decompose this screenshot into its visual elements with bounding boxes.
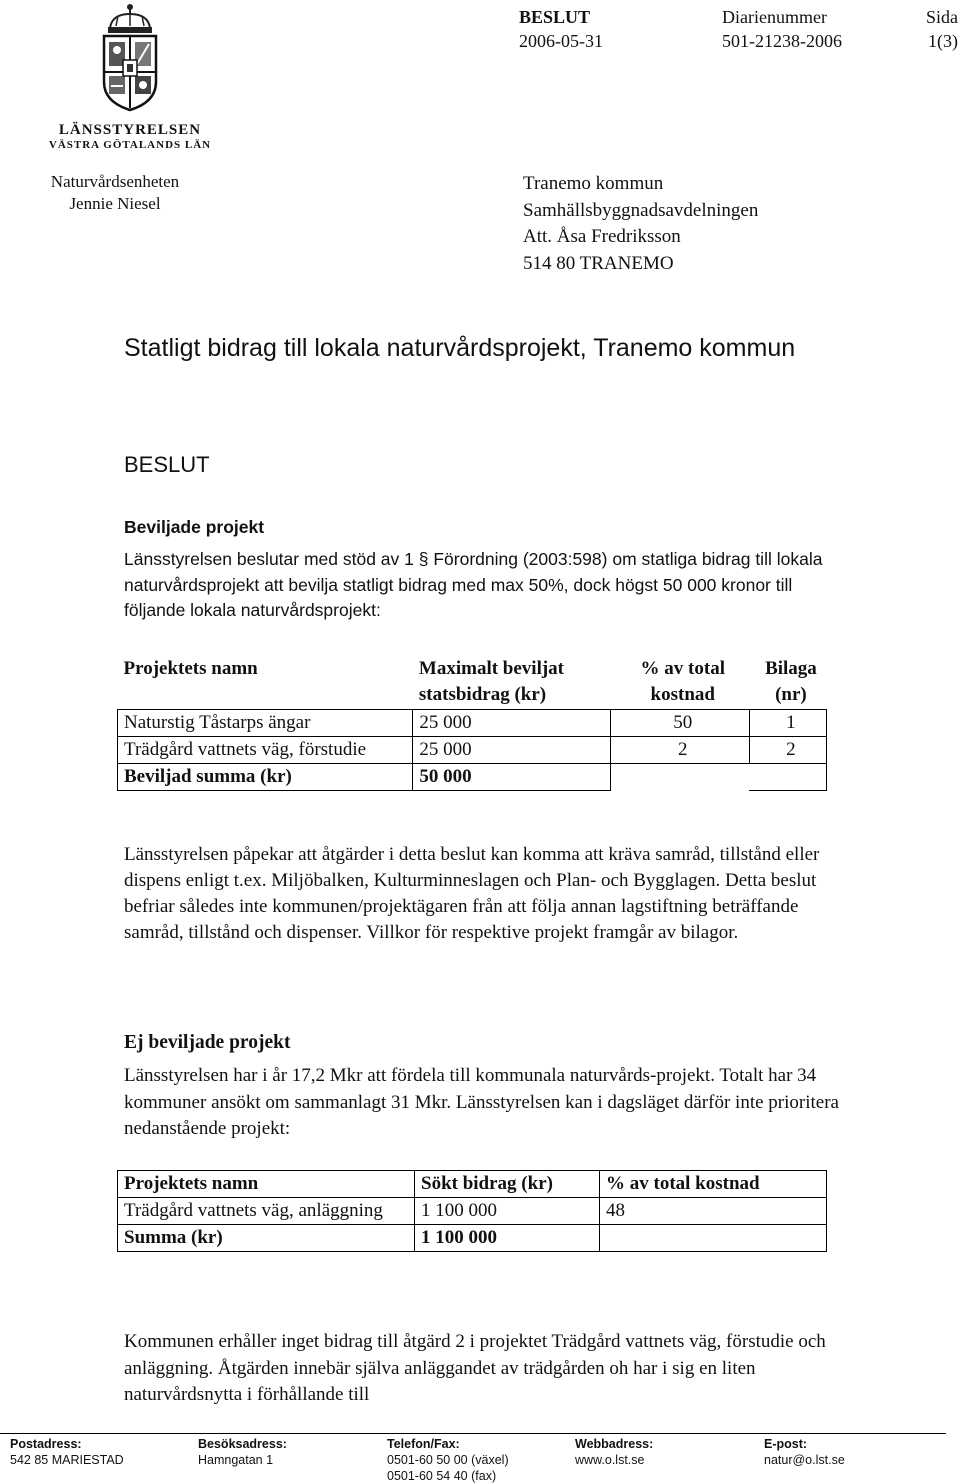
footer-divider bbox=[0, 1433, 946, 1434]
footer-label: Webbadress: bbox=[575, 1437, 654, 1451]
footer-visit bbox=[198, 1436, 287, 1468]
doc-type: BESLUT bbox=[519, 7, 591, 27]
page-label: Sida bbox=[925, 7, 958, 27]
column-header: Sökt bidrag (kr) bbox=[415, 1171, 600, 1198]
column-header: % av total kostnad bbox=[600, 1171, 827, 1198]
diarie-label: Diarienummer bbox=[722, 7, 827, 27]
column-header: Projektets namn bbox=[118, 1171, 415, 1198]
footer-email bbox=[764, 1436, 845, 1468]
lansstyrelsen-logo bbox=[40, 2, 220, 151]
document-title: Statligt bidrag till lokala naturvårdsprojekt, Tranemo kommun bbox=[124, 334, 796, 362]
table-cell-empty bbox=[600, 1225, 827, 1252]
recipient-line: 514 80 TRANEMO bbox=[523, 252, 674, 274]
diarie-number: 501-21238-2006 bbox=[722, 31, 842, 51]
recipient-line: Samhällsbyggnadsavdelningen bbox=[523, 199, 759, 221]
table-header-row bbox=[118, 655, 827, 710]
doc-date: 2006-05-31 bbox=[519, 31, 603, 51]
recipient-address bbox=[523, 171, 758, 277]
granted-projects-table bbox=[117, 655, 827, 791]
meta-page-block bbox=[926, 5, 958, 53]
footer-label: Besöksadress: bbox=[198, 1437, 287, 1451]
footer-value: Hamngatan 1 bbox=[198, 1453, 274, 1467]
table-cell: Trädgård vattnets väg, förstudie bbox=[118, 737, 413, 764]
rejected-projects-table bbox=[117, 1170, 827, 1252]
column-header: Maximalt beviljat statsbidrag (kr) bbox=[418, 658, 565, 705]
table-cell: 25 000 bbox=[413, 710, 610, 737]
granted-heading: Beviljade projekt bbox=[124, 517, 265, 537]
recipient-line: Att. Åsa Fredriksson bbox=[523, 226, 681, 247]
closing-paragraph: Kommunen erhåller inget bidrag till åtgärd 2 i projektet Trädgård vattnets väg, förstudie och anläggning. Åtgärden innebär själva anläggandet av trädgården oh har i sig en liten naturvårdsnytta i förhållande till bbox=[124, 1331, 826, 1405]
table-cell: 2 bbox=[749, 737, 826, 764]
footer-label: Telefon/Fax: bbox=[387, 1437, 460, 1451]
table-sum-row bbox=[118, 764, 827, 791]
rejected-paragraph: Länsstyrelsen har i år 17,2 Mkr att fördela till kommunala naturvårds-projekt. Totalt har 34 kommuner ansökt om sammanlagt 31 Mkr. Länsstyrelsen kan i dagsläget därför inte prioritera nedanstående projekt: bbox=[124, 1065, 839, 1139]
footer-phone bbox=[387, 1436, 509, 1484]
table-cell: 25 000 bbox=[413, 737, 610, 764]
footer-value: 0501-60 50 00 (växel) bbox=[387, 1453, 509, 1467]
footer-value: 542 85 MARIESTAD bbox=[10, 1453, 124, 1467]
column-header: Projektets namn bbox=[123, 658, 258, 679]
meta-diarie-block bbox=[722, 5, 842, 53]
table-row bbox=[118, 710, 827, 737]
table-cell: Trädgård vattnets väg, anläggning bbox=[118, 1198, 415, 1225]
table-cell: 50 bbox=[610, 710, 749, 737]
column-header: Bilaga (nr) bbox=[765, 658, 817, 705]
table-cell-empty bbox=[610, 764, 749, 791]
column-header: % av total kostnad bbox=[640, 658, 725, 705]
granted-paragraph: Länsstyrelsen beslutar med stöd av 1 § Förordning (2003:598) om statliga bidrag till lokala naturvårdsprojekt att bevilja statligt bidrag med max 50%, dock högst 50 000 kronor till följande lokala naturvårdsprojekt: bbox=[124, 549, 823, 620]
table-cell: 1 100 000 bbox=[415, 1198, 600, 1225]
sum-label: Summa (kr) bbox=[118, 1225, 415, 1252]
table-cell: Naturstig Tåstarps ängar bbox=[118, 710, 413, 737]
sender-unit: Naturvårdsenheten bbox=[50, 172, 180, 191]
footer-label: E-post: bbox=[764, 1437, 808, 1451]
table-cell-empty bbox=[749, 764, 826, 791]
table-row bbox=[118, 737, 827, 764]
recipient-line: Tranemo kommun bbox=[523, 173, 664, 194]
footer-label: Postadress: bbox=[10, 1437, 82, 1451]
sender-person: Jennie Niesel bbox=[69, 194, 161, 213]
footer-postal bbox=[10, 1436, 124, 1468]
decision-heading: BESLUT bbox=[124, 452, 210, 477]
rejected-heading: Ej beviljade projekt bbox=[124, 1032, 291, 1053]
sender-block bbox=[40, 171, 190, 215]
table-cell: 1 bbox=[749, 710, 826, 737]
sum-label: Beviljad summa (kr) bbox=[118, 764, 413, 791]
page-value: 1(3) bbox=[928, 31, 958, 51]
table-sum-row bbox=[118, 1225, 827, 1252]
sum-value: 1 100 000 bbox=[415, 1225, 600, 1252]
footer-value: 0501-60 54 40 (fax) bbox=[387, 1469, 497, 1483]
table-row bbox=[118, 1198, 827, 1225]
footer-email-link[interactable]: natur@o.lst.se bbox=[764, 1453, 845, 1467]
sum-value: 50 000 bbox=[413, 764, 610, 791]
meta-doc-type-block bbox=[519, 5, 603, 53]
table-header-row bbox=[118, 1171, 827, 1198]
coat-of-arms-icon bbox=[96, 2, 164, 114]
logo-org-name: LÄNSSTYRELSEN bbox=[58, 122, 202, 138]
table-cell: 2 bbox=[610, 737, 749, 764]
logo-county-name: VÄSTRA GÖTALANDS LÄN bbox=[48, 139, 212, 151]
footer-web bbox=[575, 1436, 653, 1468]
footer-web-link[interactable]: www.o.lst.se bbox=[575, 1453, 645, 1467]
notice-paragraph: Länsstyrelsen påpekar att åtgärder i detta beslut kan komma att kräva samråd, tillstånd eller dispens enligt t.ex. Miljöbalken, Kulturminneslagen och Plan- och Bygglagen. Detta beslut befriar således inte kommunen/projektägaren från att följa annan lagstiftning beträffande samråd, tillstånd och dispenser. Villkor för respektive projekt framgår av bilagor. bbox=[124, 844, 820, 943]
table-cell: 48 bbox=[600, 1198, 827, 1225]
